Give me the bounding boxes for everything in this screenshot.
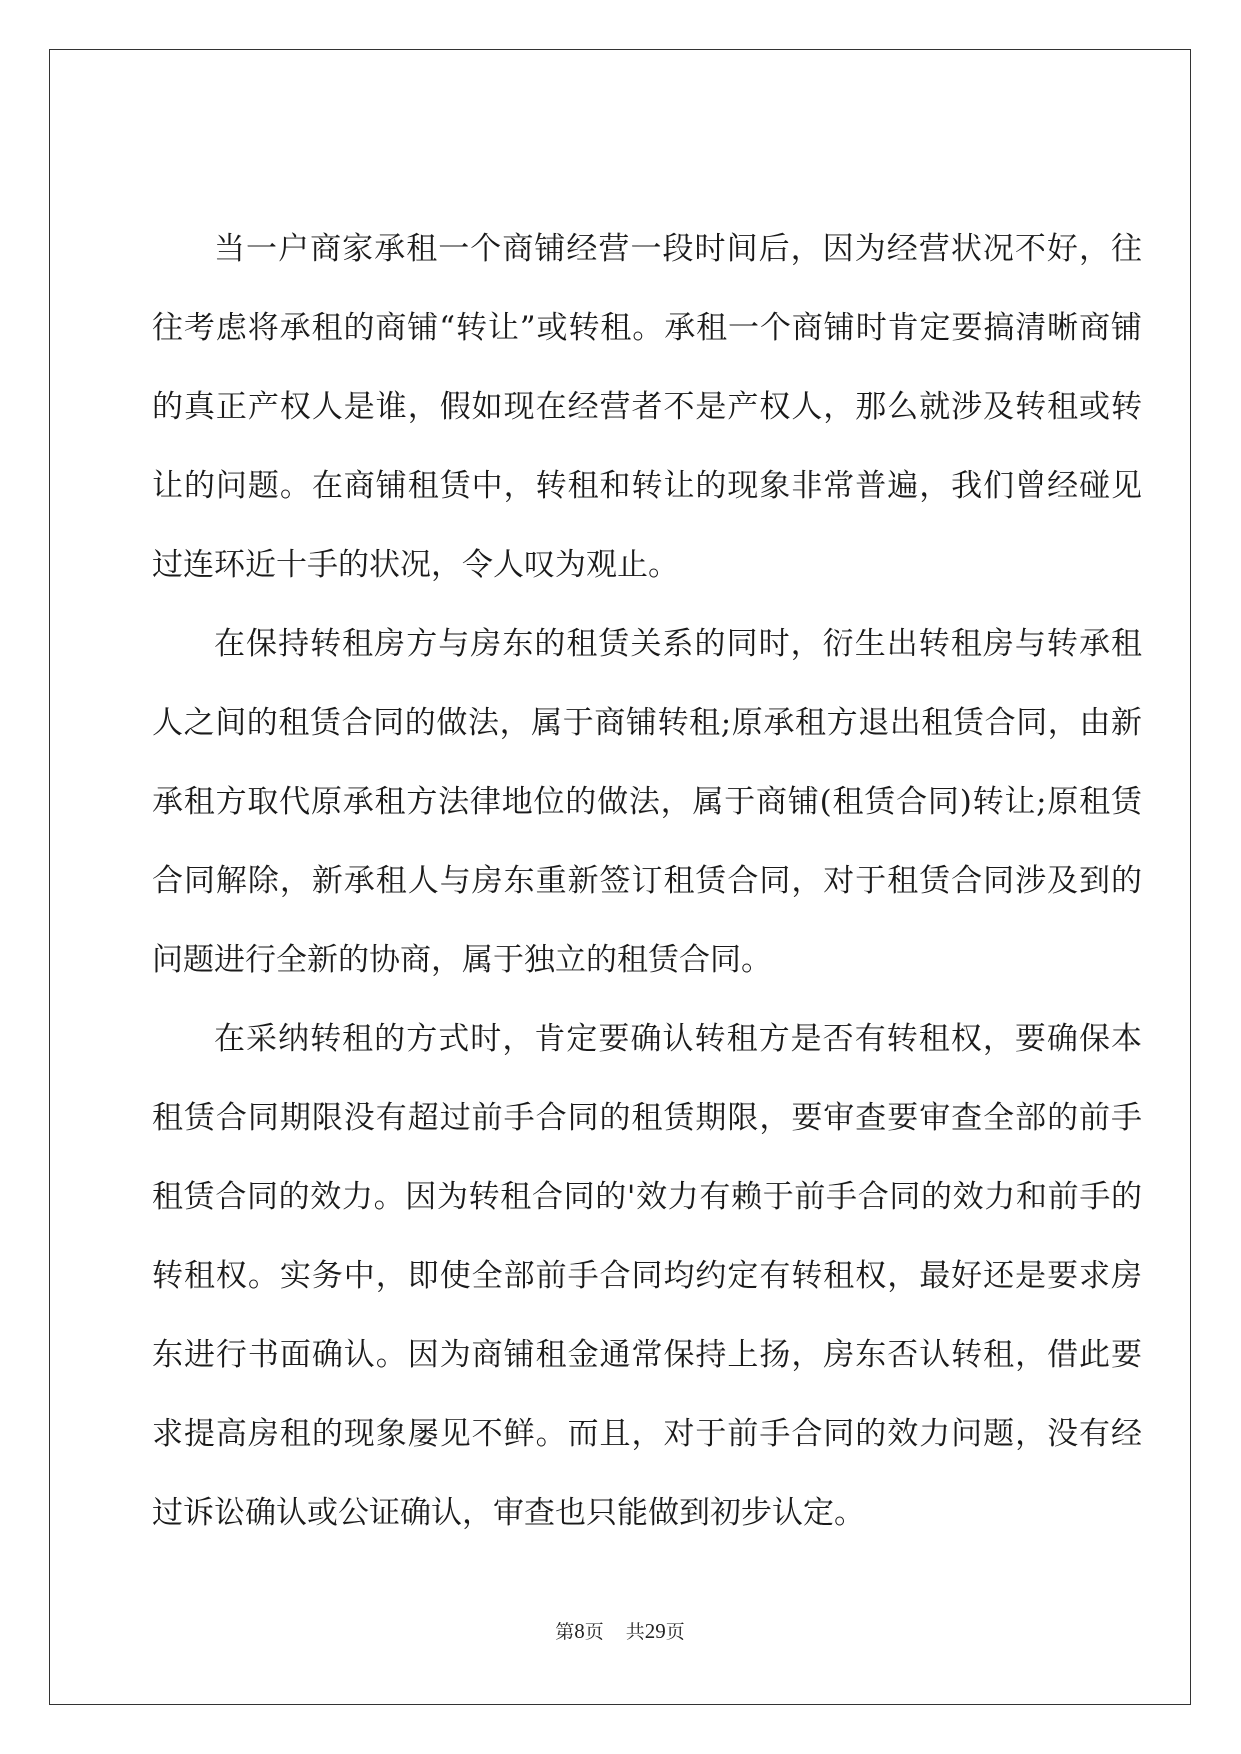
paragraph: 在保持转租房方与房东的租赁关系的同时，衍生出转租房与转承租人之间的租赁合同的做法，属于商铺转租;原承租方退出租赁合同，由新承租方取代原承租方法律地位的做法，属于商铺(租赁合同)转让;原租赁合同解除，新承租人与房东重新签订租赁合同，对于租赁合同涉及到的问题进行全新的协商，属于独立的租赁合同。 (152, 626, 1142, 978)
page-number: 8 (574, 1619, 585, 1643)
total-suffix: 页 (665, 1621, 685, 1643)
total-prefix: 共 (625, 1621, 645, 1643)
document-body (152, 210, 1142, 1553)
page-suffix: 页 (584, 1621, 604, 1643)
paragraph: 当一户商家承租一个商铺经营一段时间后，因为经营状况不好，往往考虑将承租的商铺“转让”或转租。承租一个商铺时肯定要搞清晰商铺的真正产权人是谁，假如现在经营者不是产权人，那么就涉及转租或转让的问题。在商铺租赁中，转租和转让的现象非常普遍，我们曾经碰见过连环近十手的状况，令人叹为观止。 (152, 231, 1142, 583)
page-prefix: 第 (555, 1621, 575, 1643)
paragraph: 在采纳转租的方式时，肯定要确认转租方是否有转租权，要确保本租赁合同期限没有超过前手合同的租赁期限，要审查要审查全部的前手租赁合同的效力。因为转租合同的'效力有赖于前手合同的效力和前手的转租权。实务中，即使全部前手合同均约定有转租权，最好还是要求房东进行书面确认。因为商铺租金通常保持上扬，房东否认转租，借此要求提高房租的现象屡见不鲜。而且，对于前手合同的效力问题，没有经过诉讼确认或公证确认，审查也只能做到初步认定。 (152, 1021, 1142, 1531)
page-footer (50, 1617, 1190, 1644)
page-frame (49, 49, 1191, 1705)
total-pages: 29 (644, 1619, 666, 1643)
